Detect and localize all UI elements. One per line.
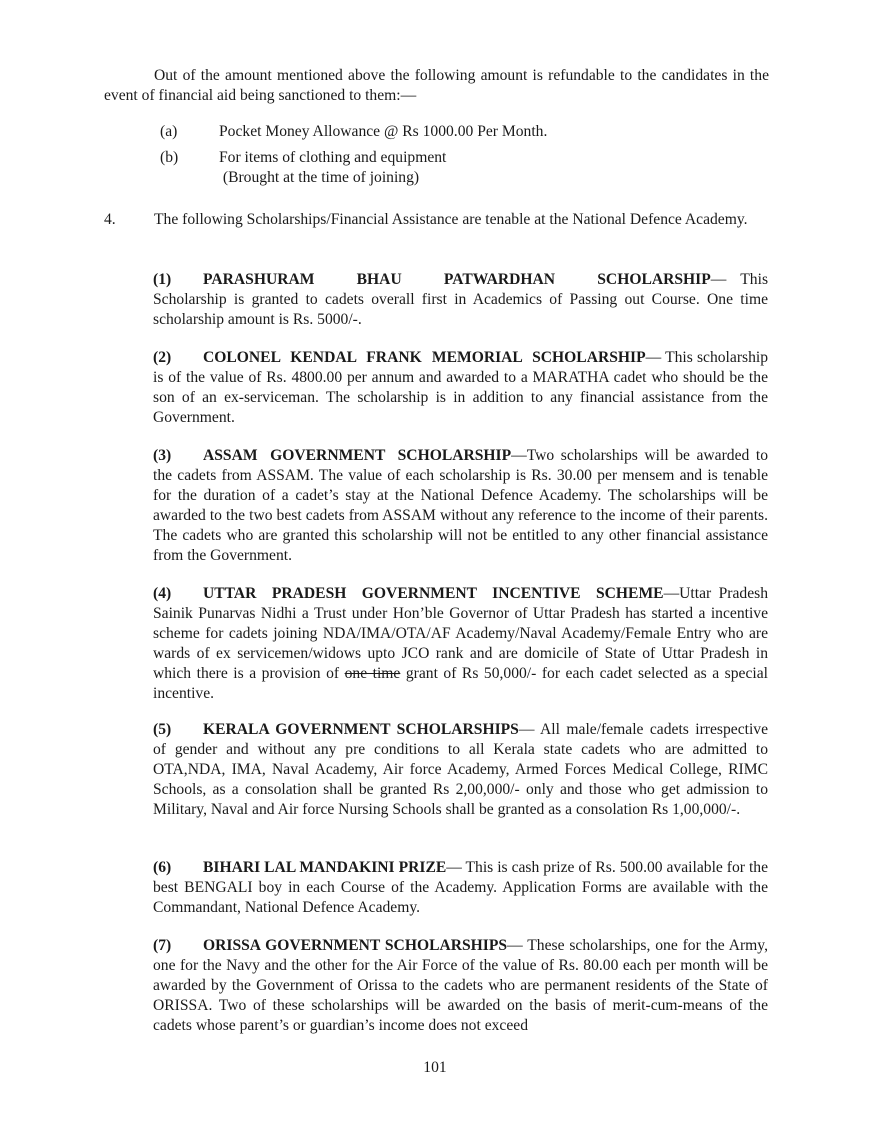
scholarship-number: (2): [153, 349, 172, 366]
scholarship-body-after: grant of Rs 50,000/- for each cadet selected as a special incentive.: [153, 665, 768, 702]
scholarship-2: [153, 348, 768, 428]
intro-text: Out of the amount mentioned above the following amount is refundable to the candidates in the event of financial aid being sanctioned to them:—: [104, 67, 769, 104]
refund-item-text-wrap: [219, 148, 760, 188]
refund-item-text: For items of clothing and equipment: [219, 149, 447, 166]
scholarship-body: — These scholarships, one for the Army, one for the Navy and the other for the Air Force of the value of Rs. 80.00 each per month will be awarded by the Government of Orissa to the cadets who are permanent residents of the State of ORISSA. Two of these scholarships will be awarded on the basis of merit-cum-means of the cadets whose parent’s or guardian’s income does not exceed: [153, 937, 768, 1034]
scholarship-struck-text: one time: [344, 665, 401, 682]
scholarship-number: (1): [153, 271, 172, 288]
refund-item-label: (a): [160, 123, 178, 140]
scholarship-5: [153, 720, 768, 820]
refund-item-b: [160, 148, 760, 188]
scholarship-title: ORISSA GOVERNMENT SCHOLARSHIPS: [203, 937, 508, 954]
scholarship-number: (6): [153, 859, 172, 876]
scholarship-1: [153, 270, 768, 330]
scholarship-number: (7): [153, 937, 172, 954]
scholarship-number: (4): [153, 585, 172, 602]
scholarship-number: (5): [153, 721, 172, 738]
scholarship-title: KERALA GOVERNMENT SCHOLARSHIPS: [203, 721, 519, 738]
scholarship-4: [153, 584, 768, 704]
page-number: 101: [423, 1059, 447, 1076]
scholarship-6: [153, 858, 768, 918]
section-number: 4.: [104, 211, 116, 228]
intro-paragraph: [104, 66, 769, 106]
refund-item-a: [160, 122, 760, 142]
refund-item-label: (b): [160, 149, 179, 166]
scholarship-body: —Uttar Pradesh Sainik Punarvas Nidhi a Trust under Hon’ble Governor of Uttar Pradesh has started a incentive scheme for cadets joining NDA/IMA/OTA/AF Academy/Naval Academy/Female Entry who are wards of ex servicemen/widows upto JCO rank and are domicile of State of Uttar Pradesh in which there is a provision of: [153, 585, 768, 682]
scholarship-7: [153, 936, 768, 1036]
section-text: The following Scholarships/Financial Assistance are tenable at the National Defence Academy.: [154, 211, 748, 228]
scholarship-title: COLONEL KENDAL FRANK MEMORIAL SCHOLARSHIP: [203, 349, 646, 366]
refund-list: [160, 122, 760, 194]
scholarship-title: BIHARI LAL MANDAKINI PRIZE: [203, 859, 447, 876]
scholarship-body: — This is cash prize of Rs. 500.00 available for the best BENGALI boy in each Course of the Academy. Application Forms are available with the Commandant, National Defence Academy.: [153, 859, 768, 916]
scholarship-3: [153, 446, 768, 566]
scholarship-body: —Two scholarships will be awarded to the cadets from ASSAM. The value of each scholarship is Rs. 30.00 per mensem and is tenable for the duration of a cadet’s stay at the National Defence Academy. The scholarships will be awarded to the two best cadets from ASSAM without any reference to the income of their parents. The cadets who are granted this scholarship will not be entitled to any other financial assistance from the Government.: [153, 447, 768, 564]
scholarship-title: PARASHURAM BHAU PATWARDHAN SCHOLARSHIP: [203, 271, 711, 288]
scholarship-number: (3): [153, 447, 172, 464]
scholarship-title: ASSAM GOVERNMENT SCHOLARSHIP: [203, 447, 512, 464]
refund-item-text: Pocket Money Allowance @ Rs 1000.00 Per Month.: [219, 123, 548, 140]
scholarship-body: — All male/female cadets irrespective of gender and without any pre conditions to all Kerala state cadets who are admitted to OTA,NDA, IMA, Naval Academy, Air force Academy, Armed Forces Medical College, RIMC Schools, as a consolation shall be granted Rs 2,00,000/- only and those who get admission to Military, Naval and Air force Nursing Schools shall be granted as a consolation Rs 1,00,000/-.: [153, 721, 769, 818]
scholarship-body: — This Scholarship is granted to cadets overall first in Academics of Passing out Course. One time scholarship amount is Rs. 5000/-.: [153, 271, 769, 328]
refund-item-subtext: (Brought at the time of joining): [219, 169, 420, 186]
scholarship-body: — This scholarship is of the value of Rs. 4800.00 per annum and awarded to a MARATHA cadet who should be the son of an ex-serviceman. The scholarship is in addition to any financial assistance from the Government.: [153, 349, 769, 426]
scholarship-title: UTTAR PRADESH GOVERNMENT INCENTIVE SCHEME: [203, 585, 664, 602]
section-4: [104, 210, 769, 230]
